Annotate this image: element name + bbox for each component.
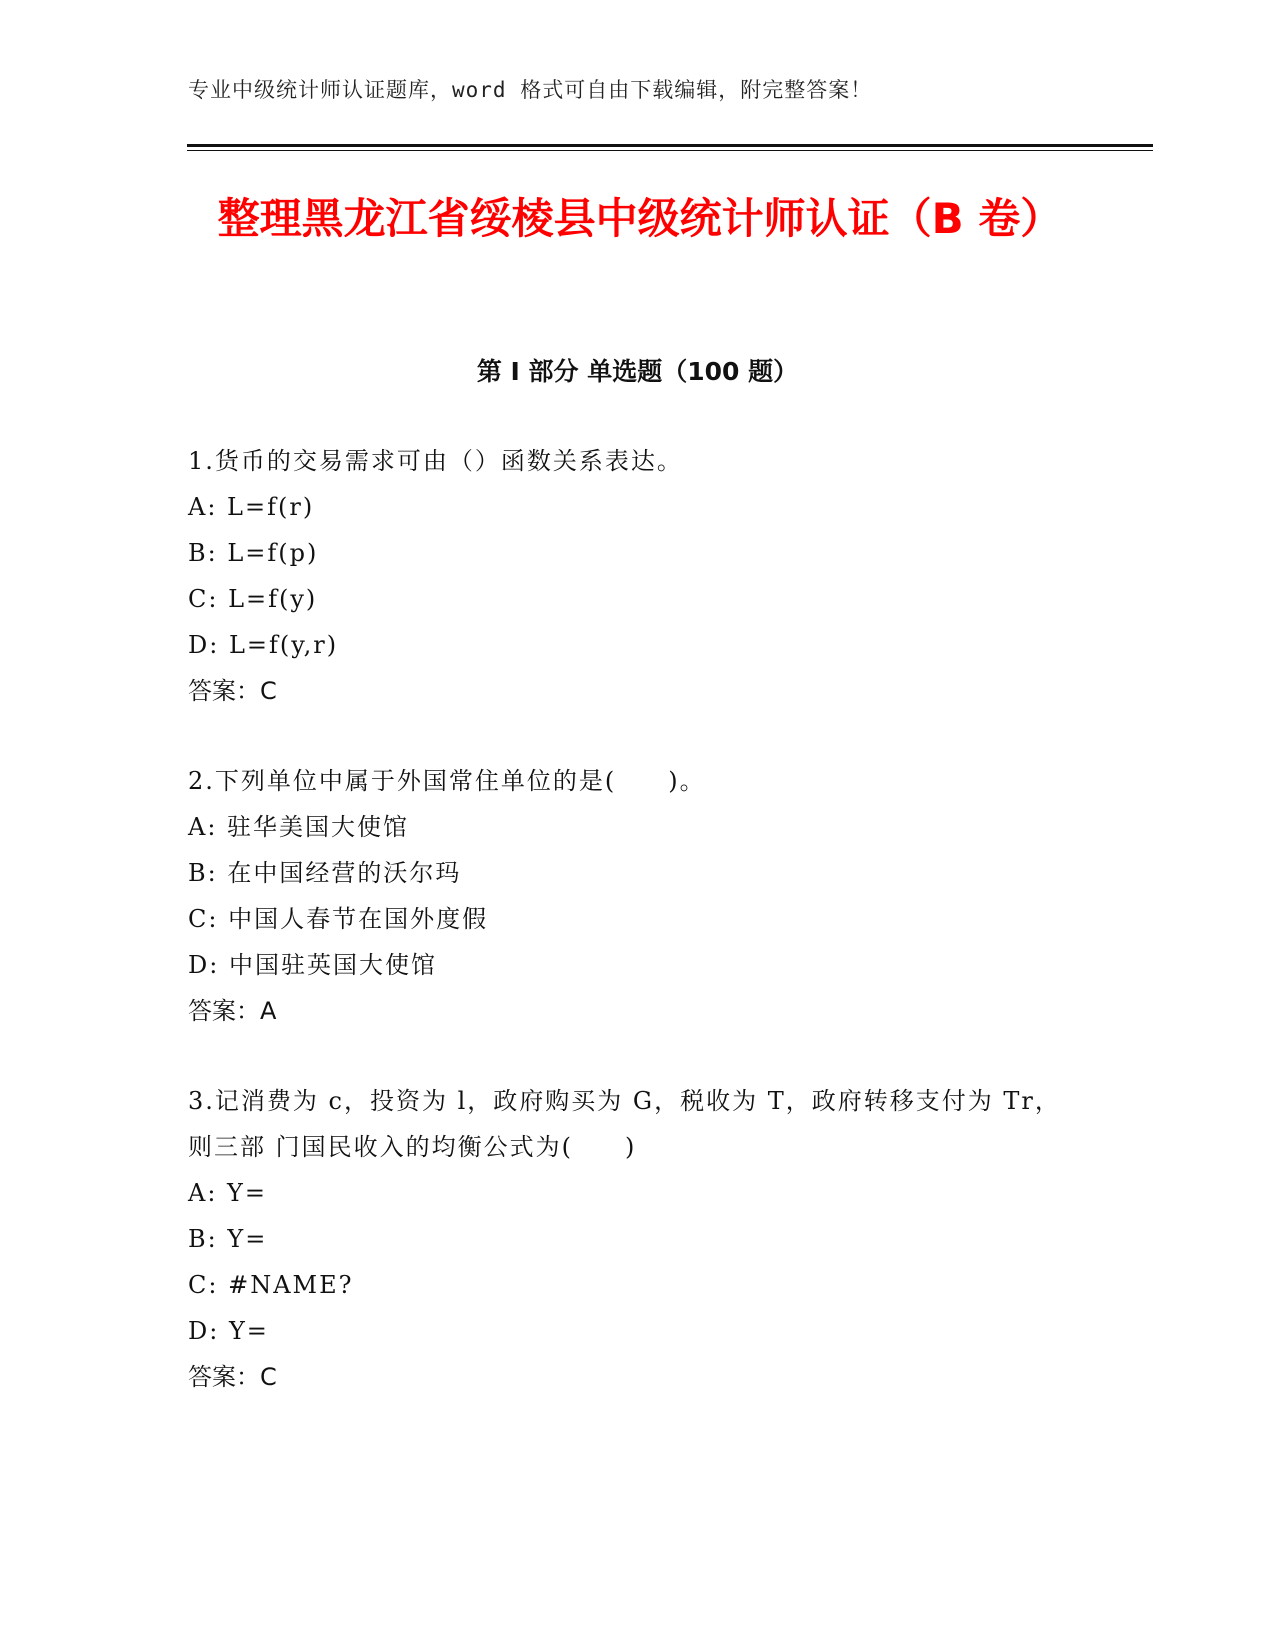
question-stem: 1.货币的交易需求可由（）函数关系表达。	[188, 447, 683, 475]
option-b: B: L=f(p)	[188, 539, 319, 567]
question-2	[188, 758, 1068, 1034]
option-b: B: Y=	[188, 1225, 268, 1253]
answer: 答案：A	[188, 997, 277, 1025]
option-c: C: 中国人春节在国外度假	[188, 905, 489, 933]
header-note: 专业中级统计师认证题库，word 格式可自由下载编辑，附完整答案！	[188, 78, 873, 102]
question-1	[188, 438, 1068, 714]
question-3	[188, 1078, 1068, 1400]
option-d: D: 中国驻英国大使馆	[188, 951, 437, 979]
option-b: B: 在中国经营的沃尔玛	[188, 859, 462, 887]
question-list	[188, 438, 1068, 1444]
question-stem: 2.下列单位中属于外国常住单位的是( )。	[188, 767, 706, 795]
section-title: 第 I 部分 单选题（100 题）	[476, 357, 799, 386]
answer: 答案：C	[188, 677, 277, 705]
document-title: 整理黑龙江省绥棱县中级统计师认证（B 卷）	[217, 194, 1063, 243]
option-d: D: L=f(y,r)	[188, 631, 339, 659]
option-c: C: #NAME?	[188, 1271, 354, 1299]
option-c: C: L=f(y)	[188, 585, 318, 613]
header-rule-thick	[187, 144, 1153, 147]
option-a: A: Y=	[188, 1179, 267, 1207]
header-rule-thin	[187, 150, 1153, 151]
option-a: A: 驻华美国大使馆	[188, 813, 410, 841]
option-a: A: L=f(r)	[188, 493, 315, 521]
question-stem: 3.记消费为 c，投资为 l，政府购买为 G，税收为 T，政府转移支付为 Tr，则三部 门国民收入的均衡公式为( )	[188, 1087, 1061, 1161]
answer: 答案：C	[188, 1363, 277, 1391]
option-d: D: Y=	[188, 1317, 269, 1345]
